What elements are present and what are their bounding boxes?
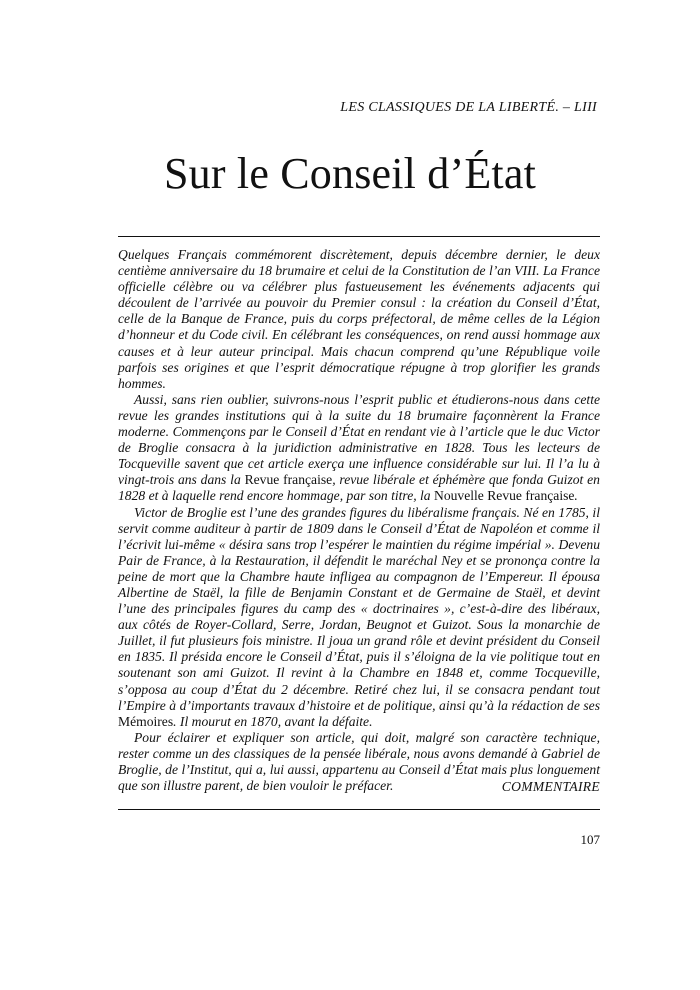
paragraph-2-text-c: . [574, 488, 578, 504]
paragraph-3 [118, 505, 600, 730]
revue-francaise-title: Revue française [244, 472, 333, 488]
paragraph-2-text-b: , revue libérale et éphémère que fonda Guizot en 1828 et à laquelle rend encore hommage, par son titre, la [118, 472, 600, 504]
paragraph-2 [118, 392, 600, 505]
bottom-rule [118, 809, 600, 810]
paragraph-3-text-b: . Il mourut en 1870, avant la défaite. [173, 713, 373, 729]
nouvelle-revue-francaise-title: Nouvelle Revue française [434, 488, 575, 504]
paragraph-3-text-a: Victor de Broglie est l’une des grandes figures du libéralisme français. Né en 1785, il servit comme auditeur à partir de 1809 dans le Conseil d’État de Napoléon et comme il l’écrivit lui-même « désira sans trop l’espérer le maintien du régime impérial ». Devenu Pair de France, à la Restauration, il défendit le maréchal Ney et se prononça contre la peine de mort que la Chambre haute infligea au compagnon de l’Empereur. Il épousa Albertine de Staël, la fille de Benjamin Constant et de Germaine de Staël, et devint l’une des principales figures du camp des « doctrinaires », c’est-à-dire des libéraux, aux côtés de Royer-Collard, Serre, Jordan, Beugnot et Guizot. Sous la monarchie de Juillet, il fut plusieurs fois ministre. Il joua un grand rôle et devint président du Conseil en 1835. Il présida encore le Conseil d’État, puis il s’éloigna de la vie politique tout en soutenant son ami Guizot. Il revint à la Chambre en 1848 et, comme Tocqueville, s’opposa au coup d’État du 2 décembre. Retiré chez lui, il se consacra pendant tout l’Empire à d’importants travaux d’histoire et de politique, ainsi qu’à la rédaction de ses [118, 504, 600, 713]
series-header: LES CLASSIQUES DE LA LIBERTÉ. – LIII [340, 100, 597, 115]
signature: COMMENTAIRE [501, 779, 600, 794]
page-title: Sur le Conseil d’État [163, 149, 537, 198]
paragraph-2-text-a: Aussi, sans rien oublier, suivrons-nous l’esprit public et étudierons-nous dans cette revue les grandes institutions qui à la suite du 18 brumaire façonnèrent la France moderne. Commençons par le Conseil d’État en rendant vie à l’article que le duc Victor de Broglie consacra à la juridiction administrative en 1828. Tous les lecteurs de Tocqueville savent que cet article exerça une influence considérable sur lui. Il l’a lu à vingt-trois ans dans la [118, 391, 600, 488]
memoires-title: Mémoires [118, 713, 174, 729]
paragraph-4: Pour éclairer et expliquer son article, qui doit, malgré son caractère technique, rester comme un des classiques de la pensée libérale, nous avons demandé à Gabriel de Broglie, de l’Institut, qui a, lui aussi, appartenu au Conseil d’État mais plus longuement que son illustre parent, de bien vouloir le préfacer. [118, 729, 600, 794]
paragraph-1: Quelques Français commémorent discrètement, depuis décembre dernier, le deux centième anniversaire du 18 brumaire et celui de la Constitution de l’an VIII. La France officielle célèbre ou va célébrer plus fastueusement les événements adjacents qui découlent de l’arrivée au pouvoir du Premier consul : la création du Conseil d’État, celle de la Banque de France, puis du corps préfectoral, de même celles de la Légion d’honneur et du Code civil. En célébrant les conséquences, on rend aussi hommage aux causes et à leur auteur principal. Mais chacun comprend qu’une République voile parfois ses origines et que l’esprit démocratique répugne à trop glorifier les grands hommes. [118, 247, 600, 391]
top-rule [118, 236, 600, 237]
page-number: 107 [580, 832, 600, 847]
article-body [118, 247, 600, 794]
